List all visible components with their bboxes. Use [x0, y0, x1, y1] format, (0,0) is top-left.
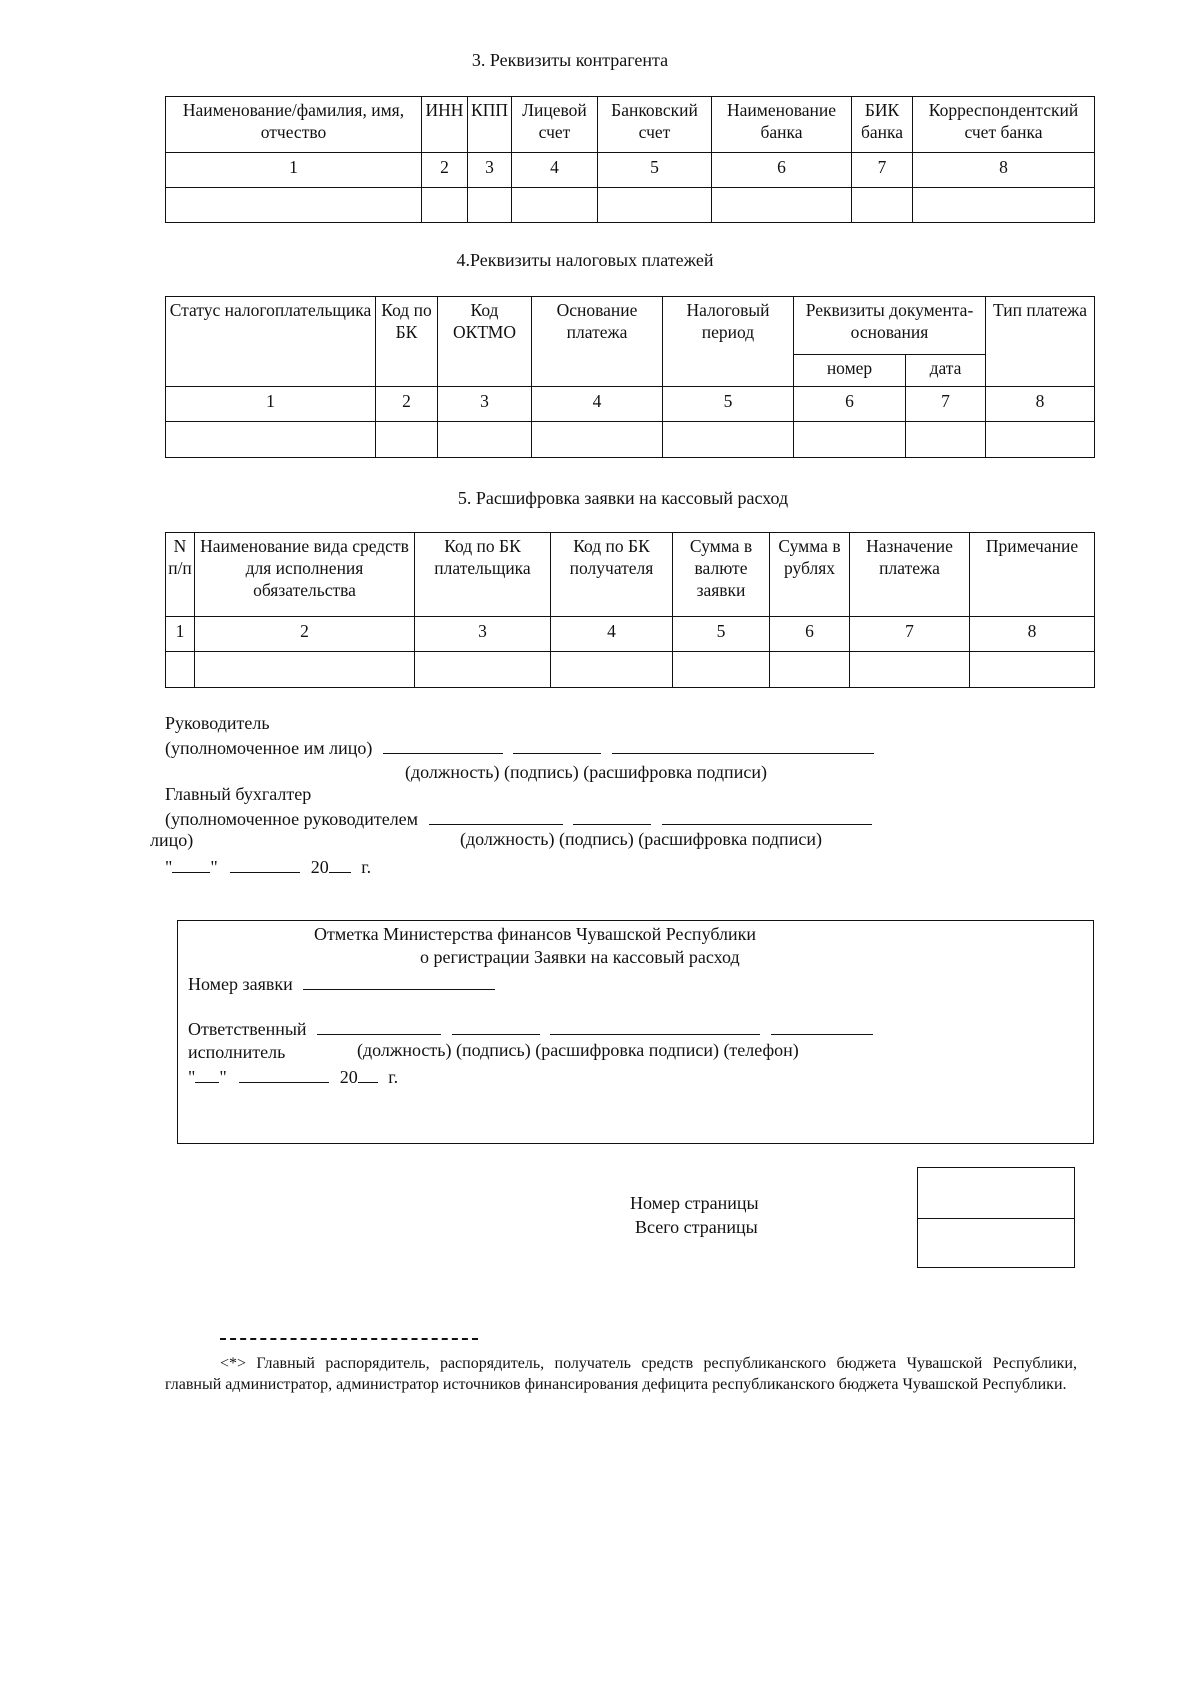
head-field-labels: (должность) (подпись) (расшифровка подписи) — [405, 762, 767, 782]
table-row — [166, 97, 1095, 153]
col-number: 2 — [195, 617, 415, 652]
responsible-row — [188, 1018, 873, 1038]
col-header-bik: БИК банка — [852, 97, 913, 153]
table-row — [166, 533, 1095, 617]
head-signature-field[interactable] — [513, 737, 601, 754]
empty-cell — [850, 652, 970, 688]
col-header-kpp: КПП — [468, 97, 512, 153]
col-number: 2 — [376, 387, 438, 422]
col-number: 1 — [166, 387, 376, 422]
accountant-signature-field[interactable] — [573, 808, 651, 825]
tax-payments-table — [165, 296, 1095, 458]
col-header-amount-rub: Сумма в рублях — [770, 533, 850, 617]
col-number: 2 — [422, 153, 468, 188]
col-number: 6 — [712, 153, 852, 188]
accountant-subtitle-row — [165, 808, 872, 828]
page-number-field[interactable] — [917, 1167, 1075, 1219]
empty-cell — [663, 422, 794, 458]
col-header-personal-account: Лицевой счет — [512, 97, 598, 153]
date-month-field[interactable] — [230, 856, 300, 873]
col-header-oktmo: Код ОКТМО — [438, 297, 532, 387]
request-number-row — [188, 973, 495, 993]
col-header-payer-kbk: Код по БК плательщика — [415, 533, 551, 617]
col-number: 3 — [468, 153, 512, 188]
col-number: 1 — [166, 617, 195, 652]
section3-title: 3. Реквизиты контрагента — [471, 50, 669, 70]
quote-mark: " — [188, 1067, 196, 1087]
date-year-prefix: 20 — [339, 1067, 358, 1087]
accountant-position-field[interactable] — [429, 808, 563, 825]
total-pages-label: Всего страницы — [635, 1217, 758, 1237]
empty-cell — [712, 188, 852, 223]
table-row — [166, 297, 1095, 355]
col-header-period: Налоговый период — [663, 297, 794, 387]
col-header-kbk: Код по БК — [376, 297, 438, 387]
col-header-amount-currency: Сумма в валюте заявки — [673, 533, 770, 617]
empty-cell — [166, 188, 422, 223]
col-number: 3 — [438, 387, 532, 422]
empty-cell — [551, 652, 673, 688]
col-header-inn: ИНН — [422, 97, 468, 153]
head-subtitle: (уполномоченное им лицо) — [165, 738, 373, 758]
accountant-subtitle: (уполномоченное руководителем — [165, 809, 419, 829]
table-row — [166, 387, 1095, 422]
col-number: 6 — [794, 387, 906, 422]
accountant-title: Главный бухгалтер — [165, 784, 312, 804]
empty-cell — [770, 652, 850, 688]
col-number: 7 — [850, 617, 970, 652]
col-header-recipient-kbk: Код по БК получателя — [551, 533, 673, 617]
col-number: 3 — [415, 617, 551, 652]
col-header-doc-date: дата — [906, 355, 986, 387]
responsible-label-end: исполнитель — [188, 1042, 286, 1062]
date-suffix: г. — [388, 1067, 399, 1087]
col-number: 5 — [663, 387, 794, 422]
accountant-field-labels: (должность) (подпись) (расшифровка подписи) — [460, 829, 822, 849]
table-row — [166, 153, 1095, 188]
col-number: 6 — [770, 617, 850, 652]
empty-cell — [438, 422, 532, 458]
quote-mark: " — [210, 857, 218, 877]
table-row — [166, 652, 1095, 688]
empty-cell — [166, 422, 376, 458]
col-header-bank-account: Банковский счет — [598, 97, 712, 153]
footnote: <*> Главный распорядитель, распорядитель, получатель средств республиканского бюджета Чувашской Республики, главный администратор, администратор источников финансирования дефицита республиканского бюджета Чувашской Республики. — [165, 1355, 1077, 1393]
empty-cell — [195, 652, 415, 688]
head-name-field[interactable] — [612, 737, 874, 754]
ministry-date-day-field[interactable] — [195, 1066, 219, 1083]
responsible-label: Ответственный — [188, 1019, 307, 1039]
col-header-type: Тип платежа — [986, 297, 1095, 387]
col-header-corr-account: Корреспондентский счет банка — [913, 97, 1095, 153]
quote-mark: " — [165, 857, 173, 877]
empty-cell — [512, 188, 598, 223]
table-row — [166, 188, 1095, 223]
empty-cell — [970, 652, 1095, 688]
ministry-date-month-field[interactable] — [239, 1066, 329, 1083]
col-header-basis: Основание платежа — [532, 297, 663, 387]
ministry-box-title-2: о регистрации Заявки на кассовый расход — [420, 947, 740, 967]
ministry-date-year-field[interactable] — [358, 1066, 378, 1083]
section5-title: 5. Расшифровка заявки на кассовый расход — [457, 488, 789, 508]
empty-cell — [468, 188, 512, 223]
col-number: 8 — [913, 153, 1095, 188]
empty-cell — [673, 652, 770, 688]
col-number: 5 — [673, 617, 770, 652]
col-number: 7 — [852, 153, 913, 188]
date-day-field[interactable] — [172, 856, 210, 873]
expense-breakdown-table — [165, 532, 1095, 688]
col-number: 5 — [598, 153, 712, 188]
ministry-date-row — [188, 1066, 398, 1086]
footnote-separator — [220, 1338, 478, 1340]
empty-cell — [376, 422, 438, 458]
accountant-name-field[interactable] — [662, 808, 872, 825]
signature-date-row — [165, 856, 371, 876]
col-header-funds-type: Наименование вида средств для исполнения обязательства — [195, 533, 415, 617]
col-header-doc: Реквизиты документа-основания — [794, 297, 986, 355]
responsible-phone-field[interactable] — [771, 1018, 873, 1035]
col-number: 4 — [512, 153, 598, 188]
responsible-signature-field[interactable] — [452, 1018, 540, 1035]
col-number: 7 — [906, 387, 986, 422]
head-title: Руководитель — [165, 713, 270, 733]
date-suffix: г. — [361, 857, 372, 877]
empty-cell — [532, 422, 663, 458]
col-number: 1 — [166, 153, 422, 188]
responsible-field-labels: (должность) (подпись) (расшифровка подписи) (телефон) — [357, 1040, 799, 1060]
accountant-subtitle-end: лицо) — [150, 830, 194, 850]
col-number: 8 — [986, 387, 1095, 422]
page-number-label: Номер страницы — [630, 1193, 759, 1213]
table-row — [166, 617, 1095, 652]
section4-title: 4.Реквизиты налоговых платежей — [456, 250, 714, 270]
counterparty-table — [165, 96, 1095, 223]
col-header-status: Статус налогоплательщика — [166, 297, 376, 387]
head-position-field[interactable] — [383, 737, 503, 754]
request-number-field[interactable] — [303, 973, 495, 990]
col-header-name: Наименование/фамилия, имя, отчество — [166, 97, 422, 153]
empty-cell — [415, 652, 551, 688]
table-row — [166, 422, 1095, 458]
empty-cell — [906, 422, 986, 458]
col-header-purpose: Назначение платежа — [850, 533, 970, 617]
col-number: 4 — [551, 617, 673, 652]
responsible-position-field[interactable] — [317, 1018, 441, 1035]
total-pages-field[interactable] — [917, 1217, 1075, 1268]
col-header-doc-number: номер — [794, 355, 906, 387]
empty-cell — [913, 188, 1095, 223]
ministry-box-title-1: Отметка Министерства финансов Чувашской Республики — [314, 924, 757, 944]
empty-cell — [986, 422, 1095, 458]
col-header-row-number: N п/п — [166, 533, 195, 617]
col-number: 4 — [532, 387, 663, 422]
col-number: 8 — [970, 617, 1095, 652]
responsible-name-field[interactable] — [550, 1018, 760, 1035]
empty-cell — [598, 188, 712, 223]
request-number-label: Номер заявки — [188, 974, 293, 994]
empty-cell — [166, 652, 195, 688]
col-header-bank-name: Наименование банка — [712, 97, 852, 153]
col-header-note: Примечание — [970, 533, 1095, 617]
empty-cell — [852, 188, 913, 223]
empty-cell — [794, 422, 906, 458]
date-year-prefix: 20 — [310, 857, 329, 877]
quote-mark: " — [219, 1067, 227, 1087]
head-subtitle-row — [165, 737, 874, 757]
empty-cell — [422, 188, 468, 223]
date-year-field[interactable] — [329, 856, 351, 873]
